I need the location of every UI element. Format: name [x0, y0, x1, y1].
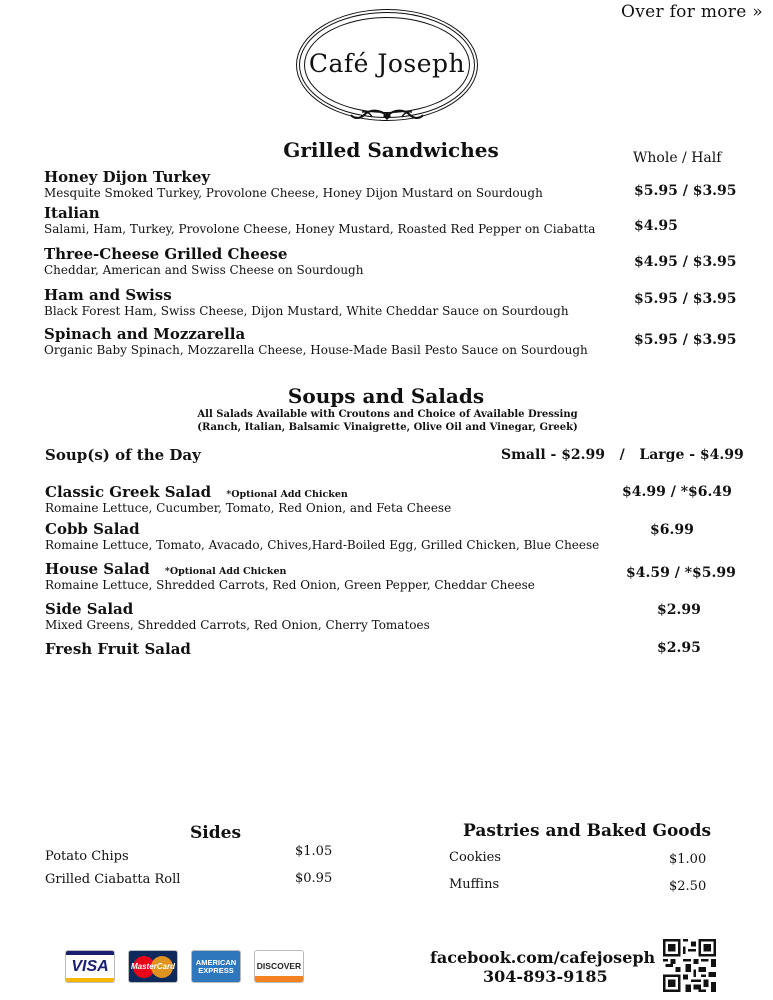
pastries-title: Pastries and Baked Goods — [463, 821, 712, 841]
item-description: Black Forest Ham, Swiss Cheese, Dijon Mustard, White Cheddar Sauce on Sourdough — [44, 304, 569, 318]
item-name: Cobb Salad — [45, 520, 140, 538]
side-item-name: Grilled Ciabatta Roll — [45, 872, 181, 887]
card-label: DISCOVER — [256, 961, 302, 971]
menu-item — [45, 600, 430, 632]
menu-item — [44, 325, 588, 357]
menu-item — [45, 520, 599, 552]
pastry-item-price: $2.50 — [669, 879, 707, 894]
item-name: Italian — [44, 204, 100, 222]
optional-chicken-note: *Optional Add Chicken — [226, 489, 348, 500]
item-description: Cheddar, American and Swiss Cheese on Sourdough — [44, 263, 364, 277]
qr-code-icon[interactable] — [663, 939, 716, 992]
whole-half-header: Whole / Half — [633, 150, 722, 166]
menu-item — [44, 286, 569, 318]
item-name: Side Salad — [45, 600, 134, 618]
item-price: $4.95 / $3.95 — [634, 254, 737, 270]
card-label: VISA — [71, 958, 109, 975]
item-name: Honey Dijon Turkey — [44, 168, 211, 186]
item-price: $5.95 / $3.95 — [634, 291, 737, 307]
amex-card-icon — [191, 950, 241, 983]
item-price: $4.99 / *$6.49 — [622, 484, 732, 500]
item-price: $2.95 — [657, 640, 701, 656]
item-description: Romaine Lettuce, Cucumber, Tomato, Red Onion, and Feta Cheese — [45, 501, 452, 515]
phone-number: 304-893-9185 — [483, 967, 608, 986]
card-label: MasterCard — [130, 962, 175, 971]
side-item-price: $1.05 — [295, 844, 333, 859]
facebook-link[interactable]: facebook.com/cafejoseph — [430, 948, 656, 967]
card-label-line: AMERICAN — [195, 958, 237, 967]
pastry-item-name: Muffins — [449, 877, 500, 892]
soup-of-the-day: Soup(s) of the Day — [45, 446, 201, 464]
side-item-name: Potato Chips — [45, 849, 129, 864]
menu-item — [44, 245, 363, 277]
item-description: Romaine Lettuce, Tomato, Avacado, Chives,Hard-Boiled Egg, Grilled Chicken, Blue Cheese — [45, 538, 600, 552]
item-price: $5.95 / $3.95 — [634, 183, 737, 199]
item-name: Fresh Fruit Salad — [45, 640, 191, 658]
item-name: Spinach and Mozzarella — [44, 325, 246, 343]
flourish-ornament-icon — [350, 109, 424, 123]
visa-card-icon — [65, 950, 115, 983]
item-name: Three-Cheese Grilled Cheese — [44, 245, 288, 263]
menu-item — [45, 559, 535, 592]
soups-title: Soups and Salads — [287, 384, 485, 408]
card-label — [192, 959, 240, 975]
sandwiches-title: Grilled Sandwiches — [283, 138, 499, 162]
menu-item — [44, 204, 595, 236]
soup-price: Small - $2.99 / Large - $4.99 — [501, 447, 744, 463]
logo-text: Café Joseph — [308, 49, 466, 78]
card-label-line: EXPRESS — [198, 966, 234, 975]
salad-dressing-note — [120, 408, 655, 434]
item-price: $4.59 / *$5.99 — [626, 565, 736, 581]
over-for-more-text: Over for more » — [620, 2, 763, 22]
salad-note-line: All Salads Available with Croutons and Choice of Available Dressing — [197, 409, 578, 420]
optional-chicken-note: *Optional Add Chicken — [164, 566, 287, 577]
menu-item — [44, 168, 543, 200]
item-description: Salami, Ham, Turkey, Provolone Cheese, Honey Mustard, Roasted Red Pepper on Ciabatta — [44, 222, 596, 236]
mastercard-icon — [128, 950, 178, 983]
sides-title: Sides — [190, 823, 242, 843]
item-description: Mesquite Smoked Turkey, Provolone Cheese, Honey Dijon Mustard on Sourdough — [44, 186, 543, 200]
item-name: Ham and Swiss — [44, 286, 172, 304]
pastry-item-price: $1.00 — [669, 852, 707, 867]
item-price: $2.99 — [657, 602, 701, 618]
item-description: Mixed Greens, Shredded Carrots, Red Onion, Cherry Tomatoes — [45, 618, 430, 632]
menu-item — [45, 482, 451, 515]
salad-note-line: (Ranch, Italian, Balsamic Vinaigrette, Olive Oil and Vinegar, Greek) — [197, 422, 578, 433]
pastry-item-name: Cookies — [449, 850, 501, 865]
item-description: Romaine Lettuce, Shredded Carrots, Red Onion, Green Pepper, Cheddar Cheese — [45, 578, 535, 592]
item-name: House Salad — [45, 560, 150, 578]
item-description: Organic Baby Spinach, Mozzarella Cheese, House-Made Basil Pesto Sauce on Sourdough — [44, 343, 588, 357]
cafe-logo — [296, 9, 478, 125]
discover-card-icon — [254, 950, 304, 983]
item-price: $6.99 — [650, 522, 694, 538]
item-price: $4.95 — [634, 218, 678, 234]
side-item-price: $0.95 — [295, 871, 333, 886]
item-price: $5.95 / $3.95 — [634, 332, 737, 348]
item-name: Classic Greek Salad — [45, 483, 212, 501]
